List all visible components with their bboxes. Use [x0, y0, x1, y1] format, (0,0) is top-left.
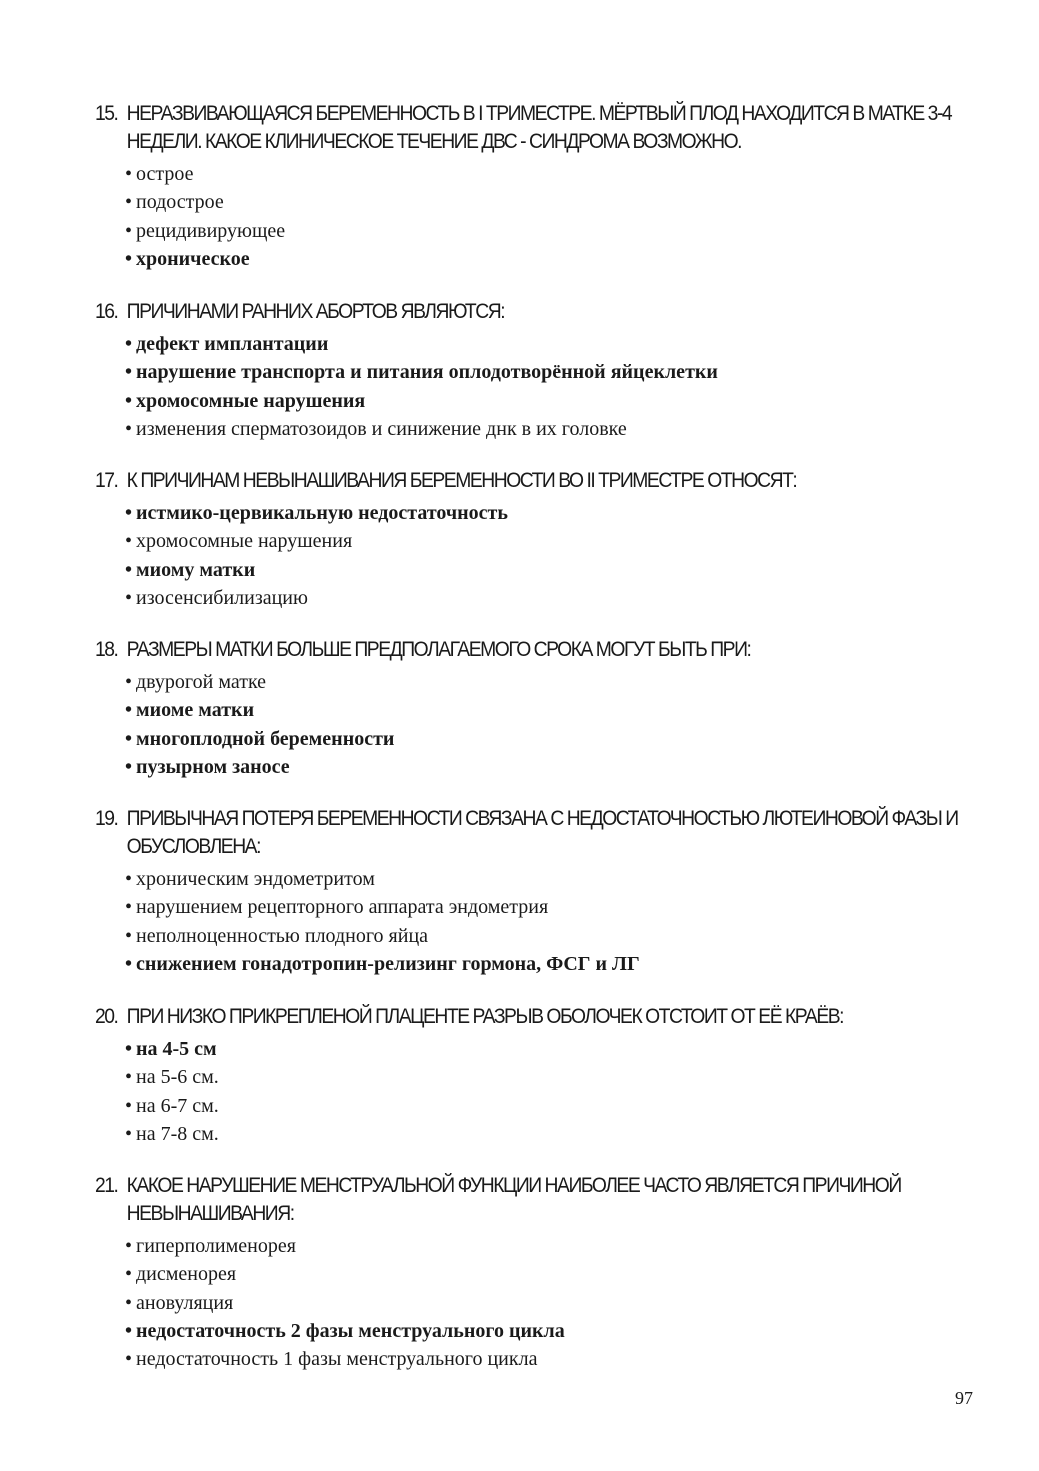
question-number: 20. — [95, 1005, 118, 1028]
answer-text: изменения сперматозоидов и синижение днк в их головке — [136, 417, 627, 440]
bullet-icon: • — [125, 1235, 133, 1257]
answer-option — [125, 1232, 975, 1260]
question-title — [95, 636, 960, 664]
question-number: 18. — [95, 638, 118, 661]
bullet-icon: • — [125, 191, 133, 214]
answer-text: многоплодной беременности — [136, 727, 395, 750]
answer-option — [125, 499, 975, 527]
answer-text: дисменорея — [136, 1263, 237, 1286]
answer-option — [125, 950, 975, 978]
answer-options — [95, 1232, 975, 1373]
answer-option — [125, 415, 975, 443]
bullet-icon: • — [125, 389, 133, 412]
answer-text: истмико-цервикальную недостаточность — [136, 502, 508, 524]
bullet-icon: • — [125, 896, 133, 919]
bullet-icon: • — [125, 699, 133, 722]
bullet-icon: • — [125, 219, 133, 242]
bullet-icon: • — [125, 530, 133, 553]
question-text: ПРИВЫЧНАЯ ПОТЕРЯ БЕРЕМЕННОСТИ СВЯЗАНА С НЕДОСТАТОЧНОСТЬЮ ЛЮТЕИНОВОЙ ФАЗЫ И ОБУСЛОВЛЕНА: — [126, 807, 958, 858]
answer-text: миоме матки — [136, 699, 255, 722]
bullet-icon: • — [125, 924, 133, 947]
bullet-icon: • — [125, 1348, 133, 1371]
bullet-icon: • — [125, 727, 133, 750]
question-number: 21. — [95, 1174, 118, 1197]
question-17 — [95, 467, 975, 612]
question-21 — [95, 1172, 975, 1373]
answer-option — [125, 668, 975, 696]
answer-text: миому матки — [136, 558, 256, 581]
answer-option — [125, 330, 975, 358]
bullet-icon: • — [125, 1291, 133, 1314]
answer-option — [125, 696, 975, 724]
answer-option — [125, 1317, 975, 1345]
answer-text: нарушением рецепторного аппарата эндометрия — [136, 896, 549, 919]
question-19 — [95, 805, 975, 978]
bullet-icon: • — [125, 417, 133, 440]
answer-text: хромосомные нарушения — [136, 530, 353, 553]
answer-options — [95, 1035, 975, 1148]
answer-text: на 6-7 см. — [136, 1094, 219, 1117]
bullet-icon: • — [125, 952, 133, 975]
bullet-icon: • — [125, 1263, 133, 1286]
answer-text: на 4-5 см — [136, 1038, 217, 1060]
answer-text: неполноценностью плодного яйца — [136, 924, 429, 947]
answer-option — [125, 584, 975, 612]
question-20 — [95, 1003, 975, 1148]
answer-text: изосенсибилизацию — [136, 586, 308, 609]
answer-option — [125, 1092, 975, 1120]
bullet-icon: • — [125, 868, 133, 890]
answer-option — [125, 922, 975, 950]
answer-text: ановуляция — [136, 1291, 234, 1314]
answer-option — [125, 1063, 975, 1091]
answer-options — [95, 865, 975, 978]
answer-option — [125, 217, 975, 245]
question-number: 19. — [95, 807, 118, 830]
bullet-icon: • — [125, 163, 133, 185]
answer-option — [125, 188, 975, 216]
answer-text: хромосомные нарушения — [136, 389, 366, 412]
question-text: ПРИ НИЗКО ПРИКРЕПЛЕНОЙ ПЛАЦЕНТЕ РАЗРЫВ ОБОЛОЧЕК ОТСТОИТ ОТ ЕЁ КРАЁВ: — [126, 1005, 844, 1028]
answer-option — [125, 865, 975, 893]
bullet-icon: • — [125, 361, 133, 384]
question-title — [95, 298, 960, 326]
answer-text: двурогой матке — [136, 671, 267, 693]
answer-option — [125, 160, 975, 188]
question-text: К ПРИЧИНАМ НЕВЫНАШИВАНИЯ БЕРЕМЕННОСТИ ВО II ТРИМЕСТРЕ ОТНОСЯТ: — [126, 469, 797, 492]
question-text: КАКОЕ НАРУШЕНИЕ МЕНСТРУАЛЬНОЙ ФУНКЦИИ НАИБОЛЕЕ ЧАСТО ЯВЛЯЕТСЯ ПРИЧИНОЙ НЕВЫНАШИВАНИЯ: — [126, 1174, 901, 1225]
answer-option — [125, 1260, 975, 1288]
question-16 — [95, 298, 975, 443]
answer-options — [95, 499, 975, 612]
answer-text: острое — [136, 163, 194, 185]
bullet-icon: • — [125, 558, 133, 581]
question-text: РАЗМЕРЫ МАТКИ БОЛЬШЕ ПРЕДПОЛАГАЕМОГО СРОКА МОГУТ БЫТЬ ПРИ: — [126, 638, 751, 661]
answer-option — [125, 1035, 975, 1063]
answer-option — [125, 1345, 975, 1373]
answer-option — [125, 893, 975, 921]
question-18 — [95, 636, 975, 781]
answer-text: пузырном заносе — [136, 755, 290, 778]
answer-option — [125, 358, 975, 386]
answer-option — [125, 387, 975, 415]
answer-text: недостаточность 1 фазы менструального цикла — [136, 1348, 538, 1371]
answer-text: на 5-6 см. — [136, 1066, 219, 1089]
question-title — [95, 1172, 960, 1228]
answer-option — [125, 1120, 975, 1148]
answer-text: подострое — [136, 191, 224, 214]
answer-option — [125, 725, 975, 753]
answer-text: рецидивирующее — [136, 219, 286, 242]
bullet-icon: • — [125, 247, 133, 270]
answer-text: на 7-8 см. — [136, 1122, 219, 1145]
question-text: НЕРАЗВИВАЮЩАЯСЯ БЕРЕМЕННОСТЬ В I ТРИМЕСТРЕ. МЁРТВЫЙ ПЛОД НАХОДИТСЯ В МАТКЕ 3-4 НЕДЕЛИ. КАКОЕ КЛИНИЧЕСКОЕ ТЕЧЕНИЕ ДВС - СИНДРОМА ВОЗМОЖНО. — [126, 102, 952, 153]
question-title — [95, 1003, 960, 1031]
page-number: 97 — [955, 1388, 973, 1408]
bullet-icon: • — [125, 586, 133, 609]
question-number: 15. — [95, 102, 118, 125]
question-title — [95, 100, 960, 156]
bullet-icon: • — [125, 1122, 133, 1145]
bullet-icon: • — [125, 1038, 133, 1060]
answer-option — [125, 245, 975, 273]
answer-text: недостаточность 2 фазы менструального цикла — [136, 1319, 565, 1342]
answer-option — [125, 556, 975, 584]
question-number: 16. — [95, 300, 118, 323]
answer-text: гиперполименорея — [136, 1235, 296, 1257]
answer-option — [125, 753, 975, 781]
answer-option — [125, 1289, 975, 1317]
bullet-icon: • — [125, 1066, 133, 1089]
answer-options — [95, 330, 975, 443]
answer-options — [95, 668, 975, 781]
bullet-icon: • — [125, 333, 133, 355]
bullet-icon: • — [125, 1094, 133, 1117]
answer-options — [95, 160, 975, 273]
answer-text: дефект имплантации — [136, 333, 329, 355]
answer-text: хроническое — [136, 247, 250, 270]
bullet-icon: • — [125, 755, 133, 778]
question-text: ПРИЧИНАМИ РАННИХ АБОРТОВ ЯВЛЯЮТСЯ: — [126, 300, 505, 323]
bullet-icon: • — [125, 671, 133, 693]
bullet-icon: • — [125, 1319, 133, 1342]
bullet-icon: • — [125, 502, 133, 524]
question-title — [95, 467, 960, 495]
question-15 — [95, 100, 975, 273]
answer-text: снижением гонадотропин-релизинг гормона, ФСГ и ЛГ — [136, 952, 640, 975]
answer-text: хроническим эндометритом — [136, 868, 375, 890]
question-number: 17. — [95, 469, 118, 492]
question-title — [95, 805, 960, 861]
answer-option — [125, 527, 975, 555]
answer-text: нарушение транспорта и питания оплодотворённой яйцеклетки — [136, 361, 718, 384]
